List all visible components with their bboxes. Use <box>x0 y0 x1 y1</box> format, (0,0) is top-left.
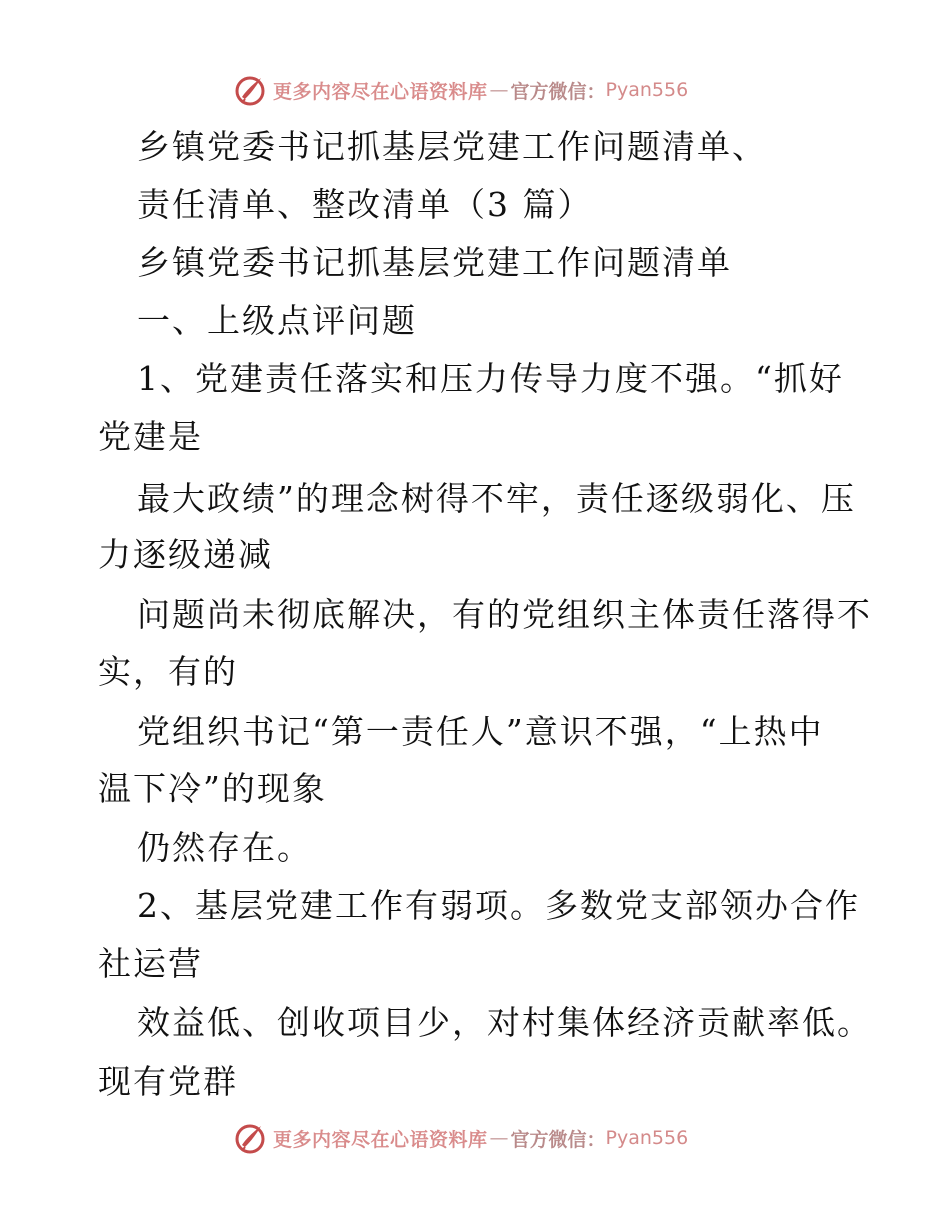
paragraph-line: 实，有的 <box>98 652 238 691</box>
doc-title-line-1: 乡镇党委书记抓基层党建工作问题清单、 <box>137 127 767 166</box>
watermark-text: 更多内容尽在心语资料库 <box>273 1128 488 1151</box>
quill-seal-icon <box>233 73 267 107</box>
watermark-wechat-id: Pyan556 <box>605 79 689 101</box>
watermark-label: 官方微信： <box>510 80 606 103</box>
paragraph-line: 党建是 <box>98 417 203 456</box>
paragraph-line: 2、基层党建工作有弱项。多数党支部领办合作 <box>137 886 860 925</box>
quill-seal-icon <box>233 1121 267 1155</box>
watermark-label: 官方微信： <box>510 1128 606 1151</box>
doc-title-line-2: 责任清单、整改清单（3 篇） <box>137 185 593 224</box>
paragraph-line: 效益低、创收项目少，对村集体经济贡献率低。 <box>137 1003 872 1042</box>
paragraph-line: 最大政绩”的理念树得不牢，责任逐级弱化、压 <box>137 479 856 518</box>
paragraph-line: 1、党建责任落实和压力传导力度不强。“抓好 <box>137 359 844 398</box>
watermark-dash: — <box>489 79 509 101</box>
watermark-wechat-id: Pyan556 <box>605 1127 689 1149</box>
paragraph-line: 仍然存在。 <box>137 828 312 867</box>
footer-watermark <box>233 1121 688 1155</box>
watermark-dash: — <box>489 1127 509 1149</box>
paragraph-line: 温下冷”的现象 <box>98 769 327 808</box>
header-watermark <box>233 73 688 107</box>
subsection-heading: 一、上级点评问题 <box>137 301 417 340</box>
paragraph-line: 现有党群 <box>98 1062 238 1101</box>
section-title: 乡镇党委书记抓基层党建工作问题清单 <box>137 243 732 282</box>
paragraph-line: 社运营 <box>98 944 203 983</box>
paragraph-line: 问题尚未彻底解决，有的党组织主体责任落得不 <box>137 595 872 634</box>
watermark-text: 更多内容尽在心语资料库 <box>273 80 488 103</box>
paragraph-line: 党组织书记“第一责任人”意识不强，“上热中 <box>137 712 824 751</box>
paragraph-line: 力逐级递减 <box>98 535 273 574</box>
